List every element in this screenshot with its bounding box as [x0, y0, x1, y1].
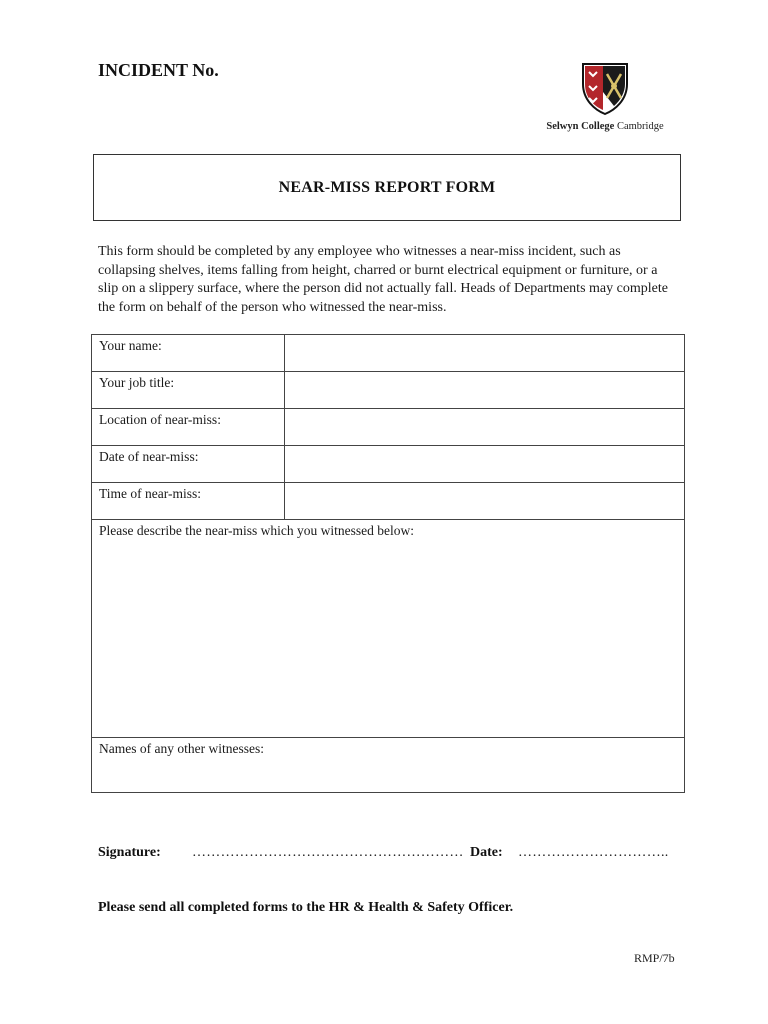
signature-date-field[interactable]: ………………………….. — [518, 845, 669, 860]
field-label: Your job title: — [92, 372, 285, 409]
intro-paragraph: This form should be completed by any employee who witnesses a near-miss incident, such as collapsing shelves, items falling from height, charred or burnt electrical equipment or furniture, or a slip on a slippery surface, where the person did not actually fall. Heads of Departments may complete the form on behalf of the person who witnessed the near-miss. — [98, 244, 668, 315]
field-row-job-title — [92, 372, 685, 409]
logo-caption: Selwyn College Cambridge — [546, 121, 664, 132]
crest-icon — [581, 62, 629, 116]
field-label: Time of near-miss: — [92, 483, 285, 520]
incident-number-label: INCIDENT No. — [98, 60, 219, 80]
field-row-time — [92, 483, 685, 520]
field-row-location — [92, 409, 685, 446]
signature-label: Signature: — [98, 845, 161, 860]
field-row-name — [92, 335, 685, 372]
field-row-date — [92, 446, 685, 483]
field-label: Your name: — [92, 335, 285, 372]
field-label: Date of near-miss: — [92, 446, 285, 483]
time-field[interactable] — [285, 483, 685, 520]
field-label: Location of near-miss: — [92, 409, 285, 446]
form-title-box — [93, 154, 681, 221]
witnesses-field[interactable]: Names of any other witnesses: — [92, 738, 685, 793]
report-form-table — [91, 334, 685, 793]
witnesses-row — [92, 738, 685, 793]
document-reference: RMP/7b — [634, 951, 675, 965]
send-instructions: Please send all completed forms to the HR & Health & Safety Officer. — [98, 900, 514, 915]
college-logo — [538, 60, 672, 140]
date-label: Date: — [470, 845, 503, 860]
date-field[interactable] — [285, 446, 685, 483]
your-name-field[interactable] — [285, 335, 685, 372]
description-field[interactable]: Please describe the near-miss which you witnessed below: — [92, 520, 685, 738]
job-title-field[interactable] — [285, 372, 685, 409]
signature-field[interactable]: ………………………………………………… — [192, 845, 464, 860]
description-row — [92, 520, 685, 738]
location-field[interactable] — [285, 409, 685, 446]
form-title: NEAR-MISS REPORT FORM — [278, 178, 496, 196]
signature-line — [98, 845, 698, 861]
